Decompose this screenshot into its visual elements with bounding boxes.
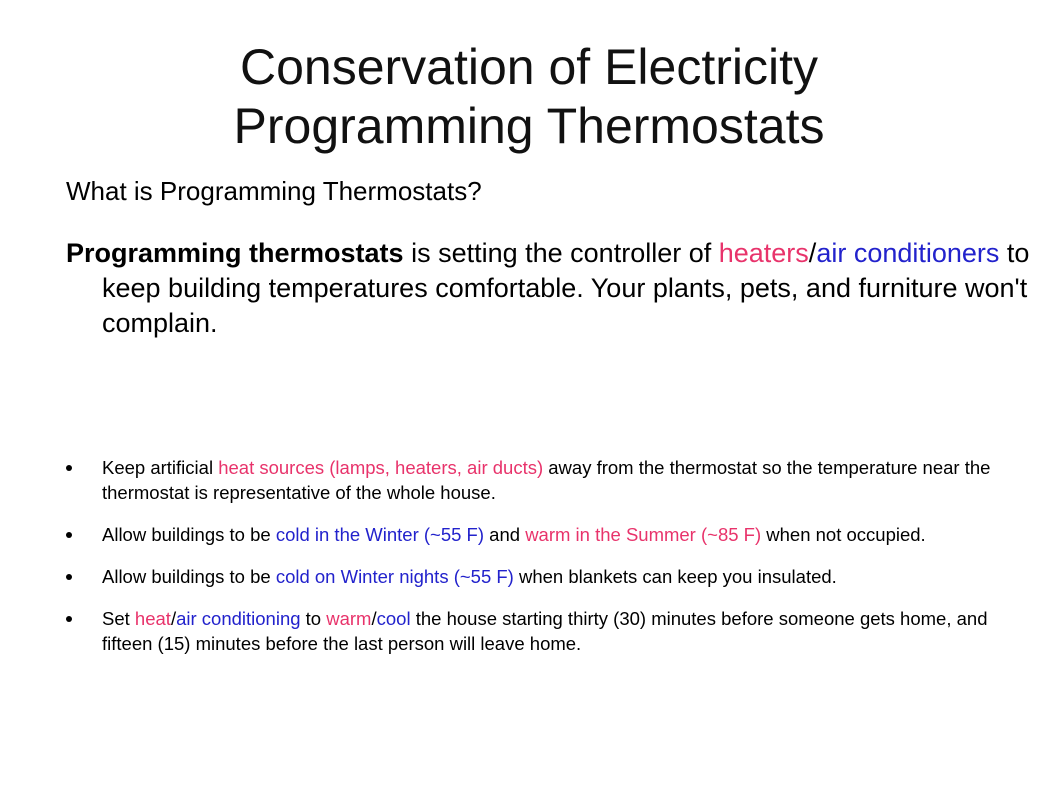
bullet-dot-icon — [66, 532, 72, 538]
slide-title — [0, 38, 1058, 156]
bullet-dot-icon — [66, 574, 72, 580]
definition-paragraph — [66, 236, 1042, 341]
title-line-1: Conservation of Electricity — [239, 39, 818, 95]
tips-list — [66, 455, 1026, 673]
bullet-4-heat: heat — [134, 608, 171, 629]
bullet-3-pre: Allow buildings to be — [102, 566, 276, 587]
bullet-4-pre: Set — [102, 608, 135, 629]
bullet-4-post: the house starting thirty (30) minutes before someone gets home, and fifteen (15) minutes before the last person will leave home. — [102, 608, 988, 654]
bullet-4-slash-1: / — [170, 608, 177, 629]
bullet-2-mid: and — [484, 524, 526, 545]
bullet-4-to: to — [300, 608, 327, 629]
bullet-1-highlight: heat sources (lamps, heaters, air ducts) — [218, 457, 544, 478]
bullet-3-highlight: cold on Winter nights (~55 F) — [275, 566, 514, 587]
air-conditioners-text: air conditioners — [816, 238, 1000, 268]
bullet-2-highlight-cold: cold in the Winter (~55 F) — [275, 524, 485, 545]
heaters-text: heaters — [718, 238, 809, 268]
bullet-2-post: when not occupied. — [761, 524, 926, 545]
bullet-4-air-conditioning: air conditioning — [176, 608, 301, 629]
bullet-4-cool: cool — [376, 608, 411, 629]
bullet-3-post: when blankets can keep you insulated. — [513, 566, 837, 587]
definition-term: Programming thermostats — [66, 238, 404, 268]
bullet-dot-icon — [66, 616, 72, 622]
title-line-2: Programming Thermostats — [233, 98, 825, 154]
definition-text-1: is setting the controller of — [403, 238, 719, 268]
list-item — [66, 455, 1026, 505]
bullet-1-pre: Keep artificial — [102, 457, 219, 478]
bullet-dot-icon — [66, 465, 72, 471]
definition-slash: / — [808, 238, 817, 268]
bullet-4-warm: warm — [326, 608, 372, 629]
list-item — [66, 606, 1026, 656]
bullet-2-pre: Allow buildings to be — [102, 524, 276, 545]
list-item — [66, 522, 1026, 547]
bullet-1-post: away from the thermostat so the temperature near the thermostat is representative of the whole house. — [102, 457, 991, 503]
list-item — [66, 564, 1026, 589]
definition-text-2: to keep building temperatures comfortable. Your plants, pets, and furniture won't complain. — [102, 238, 1030, 338]
question-heading: What is Programming Thermostats? — [66, 176, 482, 206]
bullet-4-slash-2: / — [371, 608, 377, 629]
bullet-2-highlight-warm: warm in the Summer (~85 F) — [525, 524, 762, 545]
